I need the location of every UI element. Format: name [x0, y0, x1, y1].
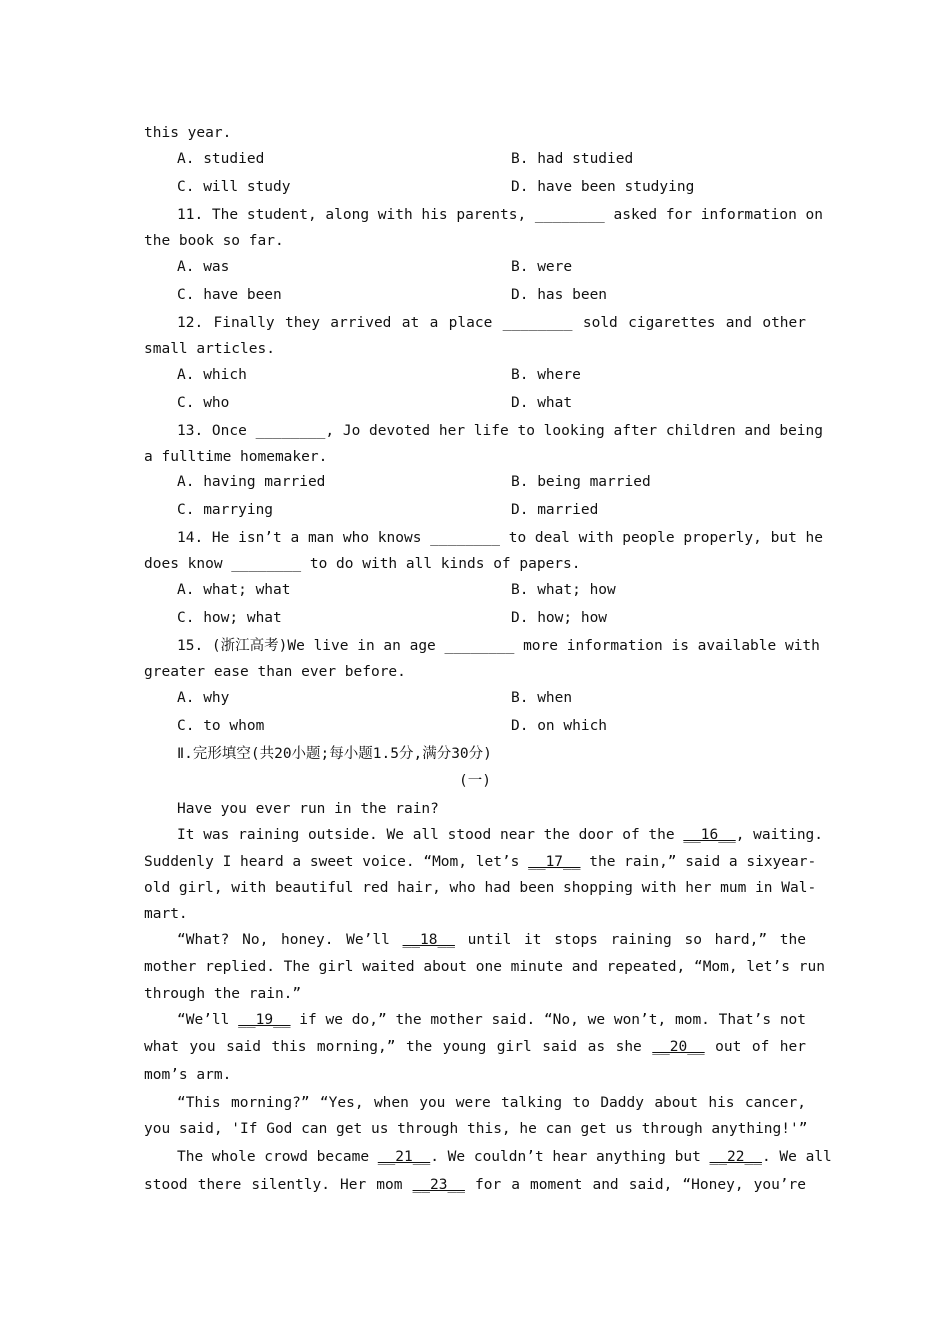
- option-d: D. on which: [511, 718, 608, 734]
- passage-line: “What? No, honey. We’ll __18__ until it stops raining so hard,” the: [177, 932, 806, 948]
- option-d: D. how; how: [511, 610, 608, 626]
- question-12-cont: small articles.: [144, 341, 275, 357]
- option-a: A. having married: [177, 474, 326, 490]
- option-d: D. has been: [511, 287, 608, 303]
- passage-line: Have you ever run in the rain?: [177, 801, 439, 817]
- option-b: B. being married: [511, 474, 651, 490]
- passage-line: through the rain.”: [144, 986, 302, 1002]
- option-c: C. to whom: [177, 718, 265, 734]
- passage-line: mother replied. The girl waited about one minute and repeated, “Mom, let’s run: [144, 959, 825, 975]
- option-c: C. will study: [177, 179, 291, 195]
- option-b: B. what; how: [511, 582, 616, 598]
- option-c: C. marrying: [177, 502, 274, 518]
- passage-line: what you said this morning,” the young girl said as she __20__ out of her: [144, 1039, 806, 1055]
- passage-line: “We’ll __19__ if we do,” the mother said. “No, we won’t, mom. That’s not: [177, 1012, 807, 1028]
- option-b: B. when: [511, 690, 573, 706]
- option-b: B. were: [511, 259, 573, 275]
- passage-line: It was raining outside. We all stood near the door of the __16__, waiting.: [177, 827, 824, 843]
- option-c: C. who: [177, 395, 230, 411]
- blank-22: __22__: [709, 1149, 762, 1165]
- question-12: 12. Finally they arrived at a place ________ sold cigarettes and other: [177, 315, 806, 331]
- part-title: (一): [459, 773, 491, 789]
- question-14-cont: does know ________ to do with all kinds of papers.: [144, 556, 581, 572]
- passage-line: Suddenly I heard a sweet voice. “Mom, let’s __17__ the rain,” said a sixyear-: [144, 854, 817, 870]
- question-13: 13. Once ________, Jo devoted her life to looking after children and being: [177, 423, 824, 439]
- passage-line: stood there silently. Her mom __23__ for a moment and said, “Honey, you’re: [144, 1177, 806, 1193]
- blank-19: __19__: [238, 1012, 291, 1028]
- blank-20: __20__: [652, 1039, 705, 1055]
- option-c: C. have been: [177, 287, 282, 303]
- blank-18: __18__: [402, 932, 455, 948]
- passage-line: mart.: [144, 906, 188, 922]
- option-c: C. how; what: [177, 610, 282, 626]
- blank-23: __23__: [412, 1177, 465, 1193]
- question-11-cont: the book so far.: [144, 233, 284, 249]
- section-title: Ⅱ.完形填空(共20小题;每小题1.5分,满分30分): [177, 746, 492, 762]
- question-13-cont: a fulltime homemaker.: [144, 449, 328, 465]
- option-a: A. studied: [177, 151, 265, 167]
- passage-line: The whole crowd became __21__. We couldn’t hear anything but __22__. We all: [177, 1149, 832, 1165]
- passage-line: mom’s arm.: [144, 1067, 232, 1083]
- blank-17: __17__: [528, 854, 581, 870]
- passage-line: “This morning?” “Yes, when you were talking to Daddy about his cancer,: [177, 1095, 806, 1111]
- question-15: 15. (浙江高考)We live in an age ________ more information is available with: [177, 638, 820, 654]
- option-d: D. married: [511, 502, 599, 518]
- option-a: A. why: [177, 690, 230, 706]
- option-b: B. had studied: [511, 151, 634, 167]
- option-d: D. what: [511, 395, 573, 411]
- question-11: 11. The student, along with his parents, ________ asked for information on: [177, 207, 824, 223]
- option-b: B. where: [511, 367, 581, 383]
- question-15-cont: greater ease than ever before.: [144, 664, 406, 680]
- option-d: D. have been studying: [511, 179, 695, 195]
- blank-16: __16__: [683, 827, 736, 843]
- option-a: A. what; what: [177, 582, 291, 598]
- blank-21: __21__: [377, 1149, 431, 1165]
- passage-line: old girl, with beautiful red hair, who had been shopping with her mum in Wal-: [144, 880, 817, 896]
- option-a: A. was: [177, 259, 230, 275]
- text-line: this year.: [144, 125, 232, 141]
- passage-line: you said, 'If God can get us through this, he can get us through anything!'”: [144, 1121, 808, 1137]
- option-a: A. which: [177, 367, 247, 383]
- question-14: 14. He isn’t a man who knows ________ to deal with people properly, but he: [177, 530, 824, 546]
